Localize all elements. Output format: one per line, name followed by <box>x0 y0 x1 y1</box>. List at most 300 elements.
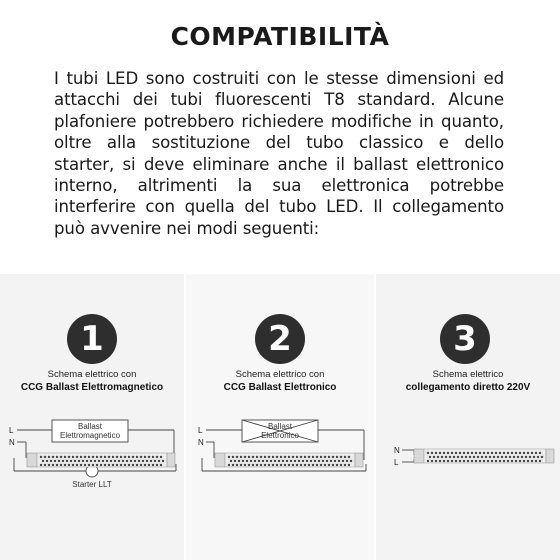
led-dot <box>266 460 268 462</box>
led-dot <box>338 460 340 462</box>
led-dot <box>258 460 260 462</box>
ballast-label: Ballast <box>267 422 293 431</box>
led-dot <box>467 452 469 454</box>
led-dot <box>541 456 543 458</box>
led-dot <box>324 464 326 466</box>
led-dot <box>465 456 467 458</box>
led-dot <box>519 452 521 454</box>
led-dot <box>312 464 314 466</box>
scheme-panel-1 <box>0 274 184 560</box>
led-dot <box>431 452 433 454</box>
terminal-label: L <box>394 458 399 467</box>
led-dot <box>262 460 264 462</box>
led-dot <box>228 456 230 458</box>
led-dot <box>48 456 50 458</box>
led-dot <box>439 452 441 454</box>
scheme-caption-bold: CCG Ballast Elettromagnetico <box>20 382 164 393</box>
led-dot <box>296 464 298 466</box>
led-dot <box>86 460 88 462</box>
terminal-label: N <box>198 438 204 447</box>
led-dot <box>160 456 162 458</box>
led-dot <box>284 464 286 466</box>
led-dot <box>336 464 338 466</box>
led-dot <box>537 456 539 458</box>
led-dot <box>511 452 513 454</box>
led-dot <box>52 456 54 458</box>
led-dot <box>517 456 519 458</box>
led-dot <box>539 460 541 462</box>
led-dot <box>523 460 525 462</box>
led-dot <box>529 456 531 458</box>
led-dot <box>148 456 150 458</box>
page-title: COMPATIBILITÀ <box>170 22 390 51</box>
led-dot <box>348 464 350 466</box>
description-line: I tubi LED sono costruiti con le stesse dimensioni ed <box>54 69 504 88</box>
led-dot <box>234 460 236 462</box>
led-dot <box>260 464 262 466</box>
led-dot <box>286 460 288 462</box>
led-dot <box>447 452 449 454</box>
led-dot <box>302 460 304 462</box>
led-dot <box>276 464 278 466</box>
led-dot <box>308 464 310 466</box>
led-dot <box>318 460 320 462</box>
step-number-badge: 1 <box>67 314 117 364</box>
led-dot <box>314 460 316 462</box>
wiring-diagram-3 <box>376 274 560 560</box>
led-dot <box>288 464 290 466</box>
led-dot <box>280 464 282 466</box>
led-dot <box>94 460 96 462</box>
led-dot <box>509 456 511 458</box>
led-dot <box>264 464 266 466</box>
led-dot <box>140 456 142 458</box>
led-dot <box>114 460 116 462</box>
led-dot <box>236 464 238 466</box>
step-number-badge: 3 <box>440 314 490 364</box>
led-dot <box>268 464 270 466</box>
led-dot <box>112 456 114 458</box>
led-dot <box>248 456 250 458</box>
led-dot <box>471 452 473 454</box>
wiring-schemes <box>0 274 560 560</box>
led-dot <box>471 460 473 462</box>
led-dot <box>108 464 110 466</box>
led-tube <box>27 453 175 467</box>
led-dot <box>82 460 84 462</box>
ballast-label: Ballast <box>77 422 103 431</box>
led-dot <box>491 452 493 454</box>
led-dot <box>150 460 152 462</box>
led-dot <box>56 456 58 458</box>
led-dot <box>491 460 493 462</box>
led-dot <box>272 464 274 466</box>
led-dot <box>328 456 330 458</box>
led-dot <box>507 460 509 462</box>
led-dot <box>503 452 505 454</box>
led-tube <box>414 449 554 463</box>
led-dot <box>461 456 463 458</box>
led-dot <box>40 464 42 466</box>
led-dot <box>154 460 156 462</box>
led-dot <box>268 456 270 458</box>
led-dot <box>350 460 352 462</box>
led-dot <box>320 456 322 458</box>
led-dot <box>332 456 334 458</box>
led-dot <box>42 460 44 462</box>
led-dot <box>481 456 483 458</box>
led-dot <box>276 456 278 458</box>
led-dot <box>320 464 322 466</box>
led-dot <box>72 464 74 466</box>
scheme-caption-bold: CCG Ballast Elettronico <box>223 382 337 393</box>
led-dot <box>463 452 465 454</box>
led-dot <box>80 456 82 458</box>
led-dot <box>156 464 158 466</box>
led-dot <box>96 456 98 458</box>
led-dot <box>156 456 158 458</box>
scheme-caption: Schema elettrico con <box>47 369 137 380</box>
led-dot <box>298 460 300 462</box>
led-dot <box>435 452 437 454</box>
led-dot <box>439 460 441 462</box>
led-dot <box>128 456 130 458</box>
led-dot <box>120 464 122 466</box>
led-dot <box>475 452 477 454</box>
led-dot <box>78 460 80 462</box>
led-dot <box>64 464 66 466</box>
led-dot <box>138 460 140 462</box>
led-dot <box>479 460 481 462</box>
led-dot <box>334 460 336 462</box>
led-dot <box>240 464 242 466</box>
led-dot <box>76 464 78 466</box>
led-dot <box>441 456 443 458</box>
led-dot <box>76 456 78 458</box>
led-dot <box>228 464 230 466</box>
led-dot <box>495 452 497 454</box>
led-dot <box>451 460 453 462</box>
led-dot <box>104 456 106 458</box>
led-dot <box>230 460 232 462</box>
led-dot <box>120 456 122 458</box>
led-dot <box>88 464 90 466</box>
led-dot <box>473 456 475 458</box>
led-dot <box>453 456 455 458</box>
led-dot <box>513 456 515 458</box>
wiring-diagram-2 <box>186 274 374 560</box>
led-dot <box>467 460 469 462</box>
led-dot <box>344 456 346 458</box>
led-dot <box>140 464 142 466</box>
scheme-panel-2 <box>186 274 374 560</box>
led-dot <box>260 456 262 458</box>
led-dot <box>493 456 495 458</box>
led-dot <box>104 464 106 466</box>
led-dot <box>68 456 70 458</box>
led-dot <box>483 460 485 462</box>
led-dot <box>136 456 138 458</box>
led-dot <box>70 460 72 462</box>
description-line: plafoniere potrebbero richiedere modifiche in quanto, <box>54 111 504 131</box>
led-dot <box>525 456 527 458</box>
led-dot <box>52 464 54 466</box>
led-dot <box>134 460 136 462</box>
led-dot <box>116 464 118 466</box>
led-dot <box>330 460 332 462</box>
led-dot <box>531 460 533 462</box>
led-dot <box>80 464 82 466</box>
led-dot <box>44 464 46 466</box>
led-dot <box>128 464 130 466</box>
led-dot <box>74 460 76 462</box>
led-dot <box>100 456 102 458</box>
led-dot <box>130 460 132 462</box>
led-dot <box>523 452 525 454</box>
scheme-caption: Schema elettrico con <box>235 369 325 380</box>
led-dot <box>527 460 529 462</box>
led-dot <box>433 456 435 458</box>
led-dot <box>162 460 164 462</box>
description-line: starter, si deve eliminare anche il ballast elettronico <box>54 154 504 174</box>
led-dot <box>304 464 306 466</box>
led-dot <box>256 456 258 458</box>
led-dot <box>342 460 344 462</box>
led-dot <box>346 460 348 462</box>
led-dot <box>152 456 154 458</box>
led-dot <box>126 460 128 462</box>
led-dot <box>296 456 298 458</box>
led-dot <box>108 456 110 458</box>
led-dot <box>112 464 114 466</box>
led-dot <box>280 456 282 458</box>
scheme-caption-bold: collegamento diretto 220V <box>405 382 531 393</box>
led-dot <box>248 464 250 466</box>
led-dot <box>459 452 461 454</box>
led-dot <box>316 464 318 466</box>
led-dot <box>324 456 326 458</box>
led-dot <box>348 456 350 458</box>
led-dot <box>68 464 70 466</box>
led-dot <box>515 452 517 454</box>
led-dot <box>232 464 234 466</box>
led-dot <box>447 460 449 462</box>
led-dot <box>274 460 276 462</box>
led-dot <box>102 460 104 462</box>
terminal-label: L <box>9 426 14 435</box>
led-dot <box>60 464 62 466</box>
description-line: può avvenire nei modi seguenti: <box>54 218 320 238</box>
led-dot <box>497 456 499 458</box>
led-dot <box>238 460 240 462</box>
led-dot <box>503 460 505 462</box>
led-dot <box>445 456 447 458</box>
led-dot <box>463 460 465 462</box>
led-dot <box>160 464 162 466</box>
led-dot <box>501 456 503 458</box>
led-dot <box>505 456 507 458</box>
led-dot <box>270 460 272 462</box>
led-dot <box>507 452 509 454</box>
wiring-diagram-1 <box>0 274 184 560</box>
led-dot <box>479 452 481 454</box>
led-dot <box>132 456 134 458</box>
led-dot <box>72 456 74 458</box>
led-dot <box>44 456 46 458</box>
led-dot <box>332 464 334 466</box>
led-dot <box>98 460 100 462</box>
scheme-panel-3 <box>376 274 560 560</box>
led-dot <box>64 456 66 458</box>
led-dot <box>344 464 346 466</box>
led-dot <box>292 456 294 458</box>
led-dot <box>246 460 248 462</box>
led-dot <box>110 460 112 462</box>
led-dot <box>316 456 318 458</box>
led-dot <box>288 456 290 458</box>
led-dot <box>533 456 535 458</box>
led-dot <box>294 460 296 462</box>
led-dot <box>328 464 330 466</box>
led-dot <box>122 460 124 462</box>
led-dot <box>152 464 154 466</box>
led-dot <box>455 460 457 462</box>
led-dot <box>340 456 342 458</box>
led-dot <box>264 456 266 458</box>
led-dot <box>306 460 308 462</box>
led-dot <box>254 460 256 462</box>
led-dot <box>146 460 148 462</box>
led-dot <box>88 456 90 458</box>
led-dot <box>521 456 523 458</box>
led-dot <box>92 456 94 458</box>
led-dot <box>451 452 453 454</box>
led-dot <box>132 464 134 466</box>
led-dot <box>58 460 60 462</box>
description-line: oltre alla sostituzione del tubo classico e dello <box>54 133 504 153</box>
led-dot <box>40 456 42 458</box>
led-dot <box>46 460 48 462</box>
led-dot <box>232 456 234 458</box>
led-dot <box>489 456 491 458</box>
led-dot <box>515 460 517 462</box>
led-dot <box>322 460 324 462</box>
led-dot <box>90 460 92 462</box>
led-dot <box>236 456 238 458</box>
led-dot <box>443 452 445 454</box>
starter-label: Starter LLT <box>72 480 112 489</box>
led-dot <box>106 460 108 462</box>
led-dot <box>300 456 302 458</box>
led-dot <box>240 456 242 458</box>
led-dot <box>437 456 439 458</box>
terminal-label: N <box>394 446 400 455</box>
led-dot <box>427 460 429 462</box>
led-dot <box>477 456 479 458</box>
description-paragraph <box>54 68 504 239</box>
led-dot <box>340 464 342 466</box>
led-dot <box>96 464 98 466</box>
description-line: interferire con quella del tubo LED. Il collegamento <box>54 197 504 217</box>
led-dot <box>431 460 433 462</box>
led-dot <box>256 464 258 466</box>
led-dot <box>310 460 312 462</box>
led-dot <box>124 464 126 466</box>
led-dot <box>92 464 94 466</box>
led-dot <box>244 456 246 458</box>
led-dot <box>250 460 252 462</box>
led-dot <box>483 452 485 454</box>
terminal-label: L <box>198 426 203 435</box>
led-dot <box>304 456 306 458</box>
led-dot <box>457 456 459 458</box>
led-dot <box>278 460 280 462</box>
scheme-caption: Schema elettrico <box>432 369 504 380</box>
led-dot <box>539 452 541 454</box>
led-dot <box>469 456 471 458</box>
led-dot <box>100 464 102 466</box>
led-dot <box>475 460 477 462</box>
led-dot <box>56 464 58 466</box>
led-dot <box>62 460 64 462</box>
description-line: attacchi dei tubi fluorescenti T8 standard. Alcune <box>54 90 504 110</box>
led-dot <box>50 460 52 462</box>
terminal-label: N <box>9 438 15 447</box>
led-dot <box>54 460 56 462</box>
led-dot <box>142 460 144 462</box>
led-dot <box>84 464 86 466</box>
step-number-badge: 2 <box>255 314 305 364</box>
led-dot <box>272 456 274 458</box>
led-dot <box>66 460 68 462</box>
led-dot <box>435 460 437 462</box>
led-dot <box>535 452 537 454</box>
led-dot <box>449 456 451 458</box>
led-dot <box>336 456 338 458</box>
led-dot <box>312 456 314 458</box>
led-dot <box>519 460 521 462</box>
ballast-label: Elettronico <box>261 431 299 440</box>
led-dot <box>495 460 497 462</box>
led-dot <box>118 460 120 462</box>
led-dot <box>511 460 513 462</box>
led-dot <box>282 460 284 462</box>
led-dot <box>48 464 50 466</box>
led-dot <box>158 460 160 462</box>
led-dot <box>427 452 429 454</box>
led-dot <box>124 456 126 458</box>
led-dot <box>148 464 150 466</box>
led-dot <box>527 452 529 454</box>
led-dot <box>300 464 302 466</box>
led-dot <box>308 456 310 458</box>
led-dot <box>443 460 445 462</box>
led-dot <box>84 456 86 458</box>
led-dot <box>499 460 501 462</box>
led-dot <box>487 452 489 454</box>
description-line: interno, altrimenti la sua elettronica potrebbe <box>54 176 504 196</box>
led-dot <box>144 456 146 458</box>
led-dot <box>290 460 292 462</box>
led-dot <box>485 456 487 458</box>
led-dot <box>459 460 461 462</box>
led-dot <box>326 460 328 462</box>
led-dot <box>499 452 501 454</box>
led-dot <box>455 452 457 454</box>
led-dot <box>284 456 286 458</box>
led-dot <box>242 460 244 462</box>
led-dot <box>487 460 489 462</box>
